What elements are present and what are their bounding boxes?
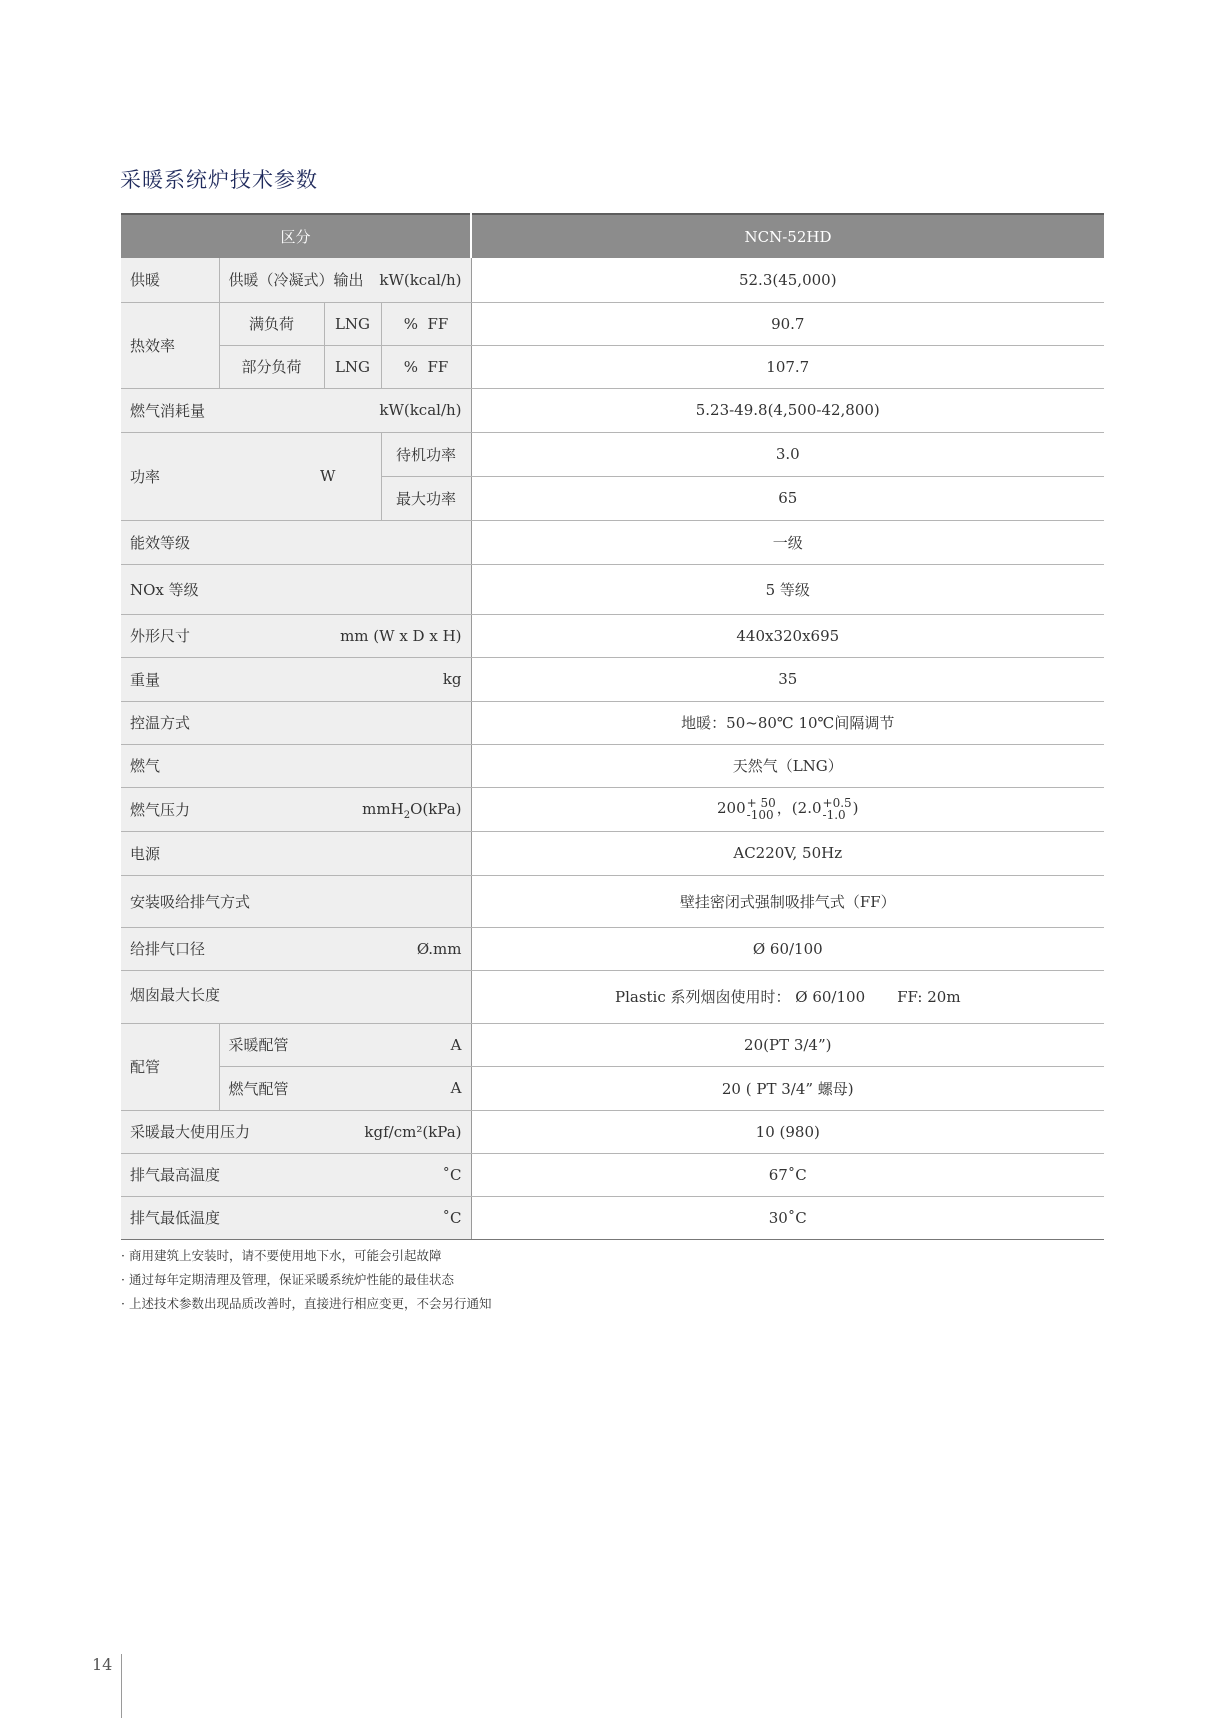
piping-gas-unit: A: [450, 1079, 462, 1097]
gas-pressure-tolerance1: [747, 797, 776, 821]
gas-pressure-label: 燃气压力: [130, 800, 191, 819]
flue-length-label: 烟囱最大长度: [121, 970, 471, 1023]
exhaust-max-label: 排气最高温度: [130, 1166, 221, 1184]
exhaust-max-cell: [121, 1153, 471, 1196]
power-standby-label: 待机功率: [381, 432, 471, 476]
row-weight: [121, 657, 1104, 701]
piping-heating-label: 采暖配管: [228, 1036, 289, 1054]
power-supply-value: AC220V, 50Hz: [471, 831, 1104, 875]
efficiency-full-unit-cell: [381, 302, 471, 345]
piping-gas-label: 燃气配管: [228, 1079, 289, 1098]
gas-pressure-minus2: -1.0: [822, 808, 846, 822]
header-model: NCN-52HD: [471, 214, 1104, 258]
efficiency-partial-unit: %: [403, 357, 418, 376]
row-energy-grade: [121, 520, 1104, 564]
gas-pressure-tolerance2: [823, 797, 852, 821]
gas-pressure-minus1: -100: [746, 808, 774, 822]
piping-heating-value: 20(PT 3/4”): [471, 1023, 1104, 1066]
max-pressure-label: 采暖最大使用压力: [130, 1123, 251, 1141]
header-category: 区分: [121, 214, 471, 258]
row-exhaust-min: [121, 1196, 1104, 1239]
max-pressure-cell: [121, 1110, 471, 1153]
efficiency-full-type: FF: [427, 314, 449, 333]
row-piping-gas: [121, 1066, 1104, 1110]
heating-sub-label: 供暖（冷凝式）输出: [228, 271, 364, 290]
gas-pressure-plus2: +0.5: [822, 796, 852, 810]
weight-value: 35: [471, 657, 1104, 701]
row-temp-control: [121, 701, 1104, 744]
efficiency-partial-fuel: LNG: [324, 345, 381, 388]
gas-pressure-value: [471, 787, 1104, 831]
heating-label: 供暖: [121, 258, 219, 302]
gas-consumption-label: 燃气消耗量: [130, 401, 206, 420]
flue-diameter-cell: [121, 927, 471, 970]
piping-heating-unit: A: [450, 1035, 462, 1054]
row-nox: [121, 564, 1104, 614]
row-efficiency-full: [121, 302, 1104, 345]
gas-pressure-cell: [121, 787, 471, 831]
note-item: · 商用建筑上安装时，请不要使用地下水，可能会引起故障: [121, 1248, 442, 1263]
nox-value: 5 等级: [471, 564, 1104, 614]
weight-unit: kg: [442, 670, 462, 688]
gas-consumption-value: 5.23-49.8(4,500-42,800): [471, 388, 1104, 432]
dimensions-value: 440x320x695: [471, 614, 1104, 657]
flue-length-value: Plastic 系列烟囱使用时： Ø 60/100: [614, 988, 866, 1006]
row-install: [121, 875, 1104, 927]
efficiency-full-value: 90.7: [471, 302, 1104, 345]
flue-diameter-label: 给排气口径: [130, 940, 206, 958]
dimensions-label: 外形尺寸: [130, 627, 191, 645]
power-standby-value: 3.0: [471, 432, 1104, 476]
gas-pressure-base1: 200: [717, 799, 746, 817]
efficiency-partial-unit-cell: [381, 345, 471, 388]
install-value: 壁挂密闭式强制吸排气式（FF）: [471, 875, 1104, 927]
temp-control-label: 控温方式: [121, 701, 471, 744]
efficiency-partial-type: FF: [427, 357, 449, 376]
heating-sub-cell: [219, 258, 471, 302]
row-heating: [121, 258, 1104, 302]
page-number: 14: [92, 1655, 113, 1674]
row-gas-pressure: [121, 787, 1104, 831]
power-cell: [121, 432, 381, 520]
gas-pressure-unit-rest: O(kPa): [410, 800, 462, 818]
row-gas: [121, 744, 1104, 787]
energy-grade-label: 能效等级: [121, 520, 471, 564]
power-label: 功率: [130, 467, 161, 486]
efficiency-full-label: 满负荷: [219, 302, 324, 345]
heating-unit: kW(kcal/h): [379, 270, 462, 289]
dimensions-unit: mm (W x D x H): [340, 626, 462, 645]
gas-value: 天然气（LNG）: [471, 744, 1104, 787]
gas-consumption-cell: [121, 388, 471, 432]
temp-control-value: 地暖：50~80℃ 10℃间隔调节: [471, 701, 1104, 744]
page-title: 采暖系统炉技术参数: [120, 168, 318, 192]
max-pressure-unit: kgf/cm²(kPa): [364, 1122, 462, 1141]
exhaust-max-value: 67˚C: [471, 1153, 1104, 1196]
gas-pressure-unit-sub: 2: [403, 810, 411, 821]
row-power-standby: [121, 432, 1104, 476]
page-number-divider: [121, 1654, 122, 1718]
spec-table: [121, 213, 1104, 1240]
install-label: 安装吸给排气方式: [121, 875, 471, 927]
piping-heating-cell: [219, 1023, 471, 1066]
heating-value: 52.3(45,000): [471, 258, 1104, 302]
note-item: · 上述技术参数出现品质改善时，直接进行相应变更，不会另行通知: [121, 1296, 492, 1311]
power-max-value: 65: [471, 476, 1104, 520]
gas-label: 燃气: [121, 744, 471, 787]
gas-pressure-unit-main: mmH: [362, 800, 404, 818]
row-max-pressure: [121, 1110, 1104, 1153]
row-flue-diameter: [121, 927, 1104, 970]
energy-grade-value: 一级: [471, 520, 1104, 564]
nox-label: NOx 等级: [121, 564, 471, 614]
exhaust-min-unit: ˚C: [442, 1208, 462, 1227]
row-dimensions: [121, 614, 1104, 657]
efficiency-label: 热效率: [121, 302, 219, 388]
exhaust-max-unit: ˚C: [442, 1165, 462, 1184]
gas-pressure-close2: ): [852, 799, 859, 817]
efficiency-full-fuel: LNG: [324, 302, 381, 345]
flue-diameter-unit: Ø.mm: [416, 939, 462, 958]
efficiency-partial-label: 部分负荷: [219, 345, 324, 388]
exhaust-min-value: 30˚C: [471, 1196, 1104, 1239]
flue-diameter-value: Ø 60/100: [471, 927, 1104, 970]
dimensions-cell: [121, 614, 471, 657]
note-item: · 通过每年定期清理及管理，保证采暖系统炉性能的最佳状态: [121, 1272, 454, 1287]
row-efficiency-partial: [121, 345, 1104, 388]
weight-label: 重量: [130, 670, 161, 689]
row-flue-length: [121, 970, 1104, 1023]
efficiency-partial-value: 107.7: [471, 345, 1104, 388]
max-pressure-value: 10 (980): [471, 1110, 1104, 1153]
power-supply-label: 电源: [121, 831, 471, 875]
flue-length-value2: FF: 20m: [897, 988, 961, 1006]
gas-pressure-plus1: + 50: [746, 796, 776, 810]
piping-gas-value: 20 ( PT 3/4” 螺母): [471, 1066, 1104, 1110]
notes: [121, 1244, 491, 1316]
gas-pressure-sep: ，: [776, 799, 792, 817]
piping-gas-cell: [219, 1066, 471, 1110]
exhaust-min-cell: [121, 1196, 471, 1239]
table-header-row: [121, 214, 1104, 258]
flue-length-value-cell: [471, 970, 1104, 1023]
exhaust-min-label: 排气最低温度: [130, 1209, 221, 1227]
gas-consumption-unit: kW(kcal/h): [379, 401, 462, 419]
gas-pressure-unit: [362, 800, 462, 821]
power-unit: W: [320, 467, 336, 485]
row-power-supply: [121, 831, 1104, 875]
weight-cell: [121, 657, 471, 701]
efficiency-full-unit: %: [403, 314, 418, 333]
piping-label: 配管: [121, 1023, 219, 1110]
row-piping-heating: [121, 1023, 1104, 1066]
row-gas-consumption: [121, 388, 1104, 432]
gas-pressure-base2: (2.0: [791, 799, 822, 817]
row-exhaust-max: [121, 1153, 1104, 1196]
power-max-label: 最大功率: [381, 476, 471, 520]
